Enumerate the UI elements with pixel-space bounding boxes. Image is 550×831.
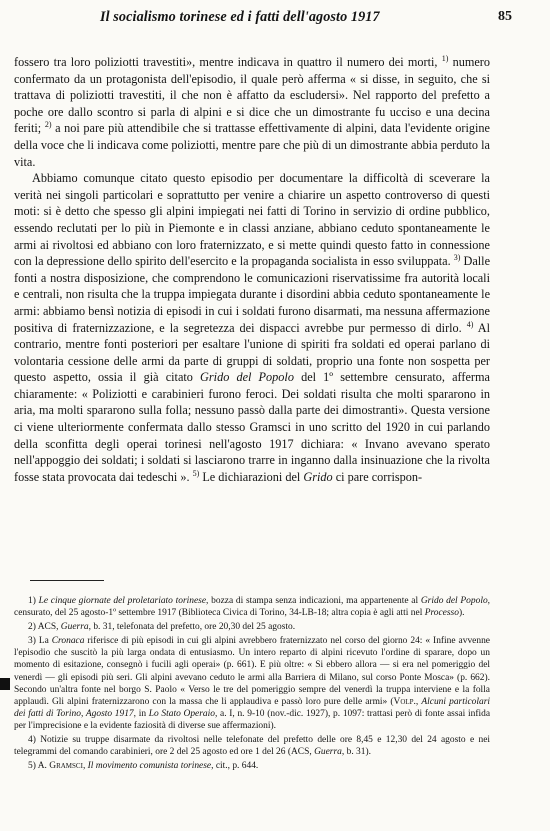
- text-run: , b. 31, telefonata del prefetto, ore 20,30 del 25 agosto.: [88, 622, 296, 633]
- paragraph-1: [14, 54, 490, 170]
- margin-mark: [0, 678, 10, 690]
- footnote-number: 4): [28, 735, 36, 746]
- text-run: La: [38, 636, 52, 647]
- running-title: Il socialismo torinese ed i fatti dell'agosto 1917: [100, 9, 380, 25]
- footnote-number: 3): [28, 636, 36, 647]
- italic-title: Lo Stato Operaio: [148, 708, 215, 719]
- text-run: Dalle fonti a nostra disposizione, che comprendono le comunicazioni riservatissime fra autorità locali e centrali, non risulta che la truppa impiegata durante i disordini abbia ceduto spontaneamente le armi: abbiamo bensì notizia di episodi in cui i soldati furono disarmati, ma nessuna affermazione positiva di fraternizzazione, e la segretezza dei dispacci avrebbe pur permesso di dirlo.: [14, 254, 490, 335]
- footnote-number: 5): [28, 761, 36, 772]
- footnotes: [14, 595, 490, 774]
- footnote-1: [14, 595, 490, 619]
- text-run: riferisce di più episodi in cui gli alpini avrebbero fraternizzato nel corso del giorno 24: « Infine avvenne l'episodio che suscitò la più larga ondata di entusiasmo. Un intero reparto di alpini ricevuto l'ordine di sparare, dopo un momento di esitazione, consegnò i fucili agli operai» (p. 661). E più oltre: « Si ebbero allora — si era nel pomeriggio del venerdì — gli episodi più seri. Gli alpini avevano ceduto le armi alla Barriera di Milano, sul corso Ponte Mosca» (p. 662). Secondo un'altra fonte nel borgo S. Paolo « Verso le tre del pomeriggio sempre del venerdì la truppa interviene e la folla applaudì. Gli alpini fraternizzarono con la massa che li applaudiva e passò loro pure delle armi» (: [14, 636, 490, 707]
- footnote-5: [14, 760, 490, 772]
- footnote-3: [14, 635, 490, 732]
- text-run: Le dichiarazioni del: [199, 469, 304, 484]
- text-run: Abbiamo comunque citato questo episodio per documentare la difficoltà di sceverare la verità nei singoli particolari e soprattutto per venire a chiarire un aspetto controverso di questi moti: si è detto che spesso gli alpini impiegati nei fatti di Torino in servizio di ordine pubblico, essendo reclutati per lo più in Piemonte e in classi anziane, abbiano ceduto spontaneamente le armi ai rivoltosi ed abbiano con loro fraternizzato, e si mette quindi questo fatto in connessione con la depressione dello spirito dell'esercito e la propaganda socialista in esso sviluppata.: [14, 171, 490, 269]
- text-run: , censurato, del 25 agosto-1º settembre 1917 (Biblioteca Civica di Torino, 34-LB-18; altra copia è agli atti nel: [14, 596, 491, 619]
- text-run: ,: [82, 761, 88, 772]
- italic-title: Il movimento comunista torinese: [87, 761, 212, 772]
- text-run: ).: [458, 608, 465, 619]
- text-run: Al contrario, mentre fonti posteriori per esaltare l'unione di spiriti fra soldati ed operai parlano di volontaria cessione delle armi da parte di gruppi di soldati, proprio una fonte non sospetta per questo aspetto, ossia il già citato: [14, 320, 490, 385]
- text-run: A.: [37, 761, 50, 772]
- italic-title: Grido: [303, 469, 333, 484]
- footnote-number: 1): [28, 596, 36, 606]
- italic-title: Grido del Popolo: [200, 370, 294, 385]
- text-run: fossero tra loro poliziotti travestiti», mentre indicava in quattro il numero dei morti,: [14, 55, 442, 69]
- text-run: ,: [415, 696, 422, 707]
- page-number: 85: [498, 9, 512, 24]
- text-run: del 1º settembre censurato, afferma chiaramente: « Poliziotti e carabinieri furono feroci. Dei soldati risulta che molti spararono in aria, ma molti spararono sulla folla; nessuno passò dalla parte dei dimostranti». Questa versione ci viene ulteriormente confermata dallo stesso Gramsci in uno scritto del 1920 in cui parlando della sconfitta degli operai torinesi nell'agosto 1917 dichiara: « Invano avevano sperato nell'appoggio dei soldati; i soldati si lasciarono trarre in inganno dalla insinuazione che la rivolta fosse stata provocata dai tedeschi ».: [14, 370, 490, 484]
- author-name: Volp.: [393, 696, 416, 707]
- footnote-ref-1: 1): [441, 53, 449, 63]
- text-run: , a. I, n. 9-10 (nov.-dic. 1927), p. 1097: trattasi però di fonte assai infida per l'imprecisione e la evidente faziosità di diverse sue affermazioni).: [14, 708, 491, 731]
- footnote-4: [14, 734, 490, 758]
- italic-title: Le cinque giornate del proletariato torinese: [38, 596, 207, 606]
- text-run: ci pare corrispon-: [332, 469, 423, 484]
- italic-title: Guerra: [314, 747, 342, 758]
- text-run: a noi pare più attendibile che si trattasse effettivamente di alpini, data l'evidente origine della voce che li indicava come poliziotti, mentre pare che più di un dimostrante abbia perduto la vita.: [14, 121, 490, 169]
- italic-title: Grido del Popolo: [420, 596, 488, 606]
- footnote-ref-5: 5): [192, 468, 200, 478]
- footnote-ref-3: 3): [453, 253, 461, 263]
- italic-title: Cronaca: [51, 636, 85, 647]
- main-text: [14, 54, 490, 485]
- footnote-ref-2: 2): [44, 120, 52, 130]
- footnote-divider: [30, 580, 104, 581]
- footnote-ref-4: 4): [466, 319, 474, 329]
- text-run: , in: [133, 708, 149, 719]
- text-run: ACS,: [37, 622, 61, 633]
- text-run: , bozza di stampa senza indicazioni, ma appartenente al: [206, 596, 421, 606]
- footnote-2: [14, 621, 490, 633]
- page-header: [58, 9, 512, 29]
- italic-title: Processo: [424, 608, 459, 619]
- author-name: Gramsci: [49, 761, 83, 772]
- italic-title: Alcuni particolari dei fatti di Torino, Agosto 1917: [14, 696, 491, 719]
- text-run: , b. 31).: [341, 747, 371, 758]
- text-run: Notizie su truppe disarmate da rivoltosi nelle telefonate del prefetto delle ore 8,45 e 12,30 del 24 agosto e nei telegrammi del comando carabinieri, ore 2 del 25 agosto ed ore 1 del 26 (ACS,: [14, 735, 491, 758]
- footnote-number: 2): [28, 622, 36, 633]
- italic-title: Guerra: [60, 622, 89, 633]
- text-run: numero confermato da un protagonista dell'episodio, il quale però afferma « si disse, in seguito, che si trattava di poliziotti travestiti, il che non è affatto da escludersi». Nel rapporto del prefetto a poche ore dallo scontro si parla di alpini e si dice che un dimostrante fu ucciso e una decina feriti;: [14, 55, 490, 136]
- text-run: , cit., p. 644.: [211, 761, 259, 772]
- paragraph-2: [14, 170, 490, 485]
